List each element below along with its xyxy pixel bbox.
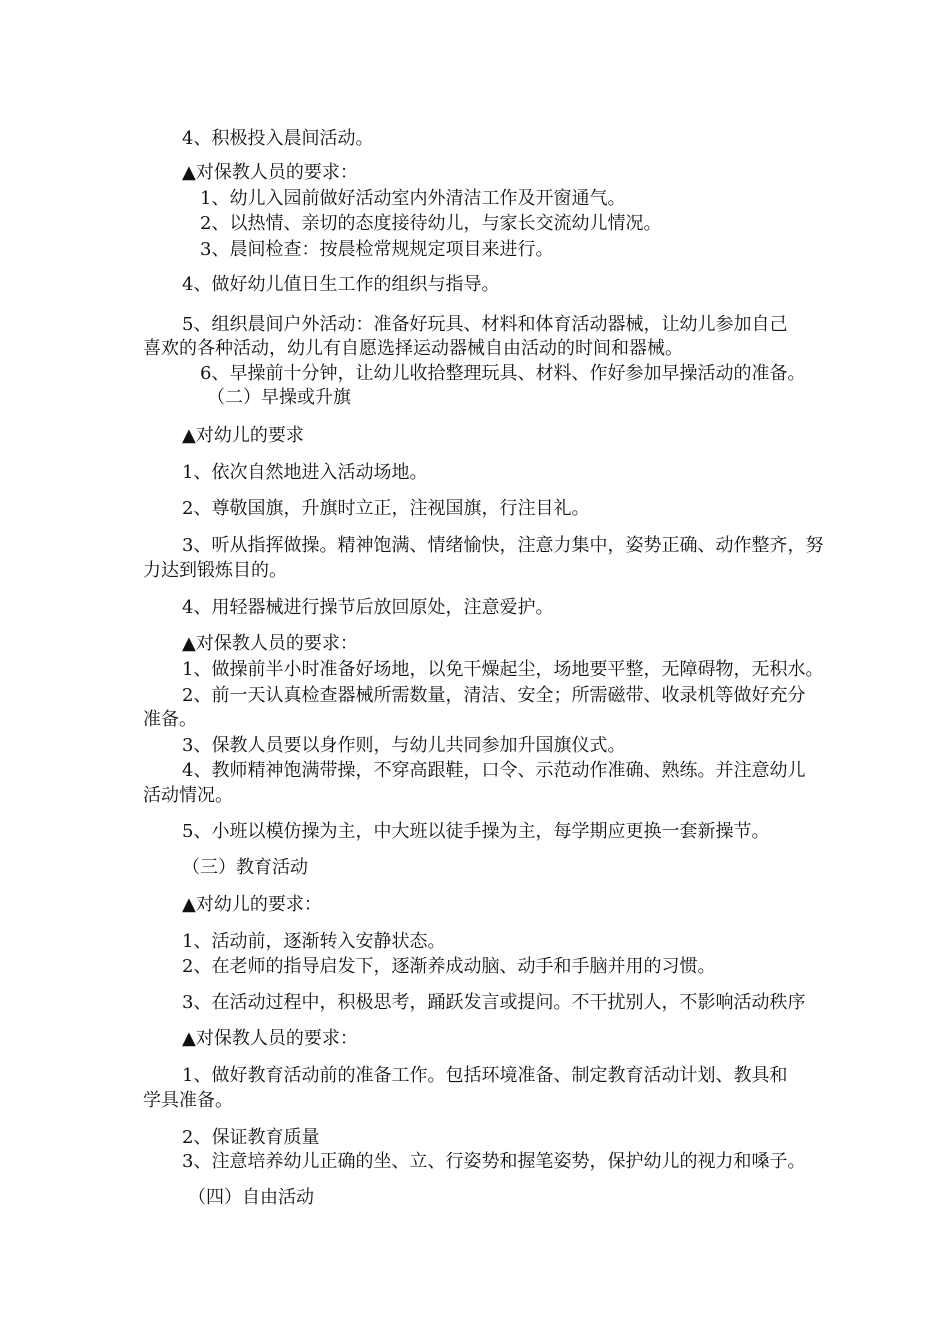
text-line: 4、积极投入晨间活动。 <box>182 128 374 149</box>
text-line: 1、幼儿入园前做好活动室内外清洁工作及开窗通气。 <box>200 188 626 209</box>
text-line: 4、用轻器械进行操节后放回原处，注意爱护。 <box>182 597 554 618</box>
text-line: 1、做操前半小时准备好场地，以免干燥起尘，场地要平整，无障碍物，无积水。 <box>182 659 824 680</box>
text-line: 2、在老师的指导启发下，逐渐养成动脑、动手和手脑并用的习惯。 <box>182 956 716 977</box>
section-heading: ▲对保教人员的要求： <box>182 633 358 654</box>
text-line: 3、在活动过程中，积极思考，踊跃发言或提问。不干扰别人，不影响活动秩序 <box>182 992 806 1013</box>
text-line: 活动情况。 <box>143 785 233 806</box>
text-line: 5、小班以模仿操为主，中大班以徒手操为主，每学期应更换一套新操节。 <box>182 821 770 842</box>
text-line: 喜欢的各种活动，幼儿有自愿选择运动器械自由活动的时间和器械。 <box>143 338 683 359</box>
text-line: 4、做好幼儿值日生工作的组织与指导。 <box>182 274 500 295</box>
section-heading: （二）早操或升旗 <box>207 387 351 408</box>
section-heading: ▲对保教人员的要求： <box>182 1028 358 1049</box>
text-line: 1、做好教育活动前的准备工作。包括环境准备、制定教育活动计划、教具和 <box>182 1065 788 1086</box>
text-line: 2、前一天认真检查器械所需数量，清洁、安全；所需磁带、收录机等做好充分 <box>182 685 806 706</box>
text-line: 3、听从指挥做操。精神饱满、情绪愉快，注意力集中，姿势正确、动作整齐，努 <box>182 535 824 556</box>
section-heading: ▲对幼儿的要求： <box>182 894 322 915</box>
text-line: 5、组织晨间户外活动：准备好玩具、材料和体育活动器械，让幼儿参加自己 <box>182 314 788 335</box>
section-heading: ▲对保教人员的要求： <box>182 162 358 183</box>
text-line: 1、活动前，逐渐转入安静状态。 <box>182 931 446 952</box>
text-line: 1、依次自然地进入活动场地。 <box>182 462 428 483</box>
text-line: 学具准备。 <box>143 1090 233 1111</box>
section-heading: ▲对幼儿的要求 <box>182 425 304 446</box>
text-line: 力达到锻炼目的。 <box>143 560 287 581</box>
section-heading: （三）教育活动 <box>182 857 308 878</box>
text-line: 2、以热情、亲切的态度接待幼儿，与家长交流幼儿情况。 <box>200 213 662 234</box>
text-line: 2、尊敬国旗，升旗时立正，注视国旗，行注目礼。 <box>182 498 590 519</box>
text-line: 3、注意培养幼儿正确的坐、立、行姿势和握笔姿势，保护幼儿的视力和嗓子。 <box>182 1151 806 1172</box>
text-line: 6、早操前十分钟，让幼儿收拾整理玩具、材料、作好参加早操活动的准备。 <box>200 363 806 384</box>
text-line: 3、保教人员要以身作则，与幼儿共同参加升国旗仪式。 <box>182 735 626 756</box>
text-line: 2、保证教育质量 <box>182 1127 320 1148</box>
section-heading: （四）自由活动 <box>188 1187 314 1208</box>
text-line: 3、晨间检查：按晨检常规规定项目来进行。 <box>200 239 554 260</box>
text-line: 4、教师精神饱满带操，不穿高跟鞋，口令、示范动作准确、熟练。并注意幼儿 <box>182 760 806 781</box>
text-line: 准备。 <box>143 709 197 730</box>
